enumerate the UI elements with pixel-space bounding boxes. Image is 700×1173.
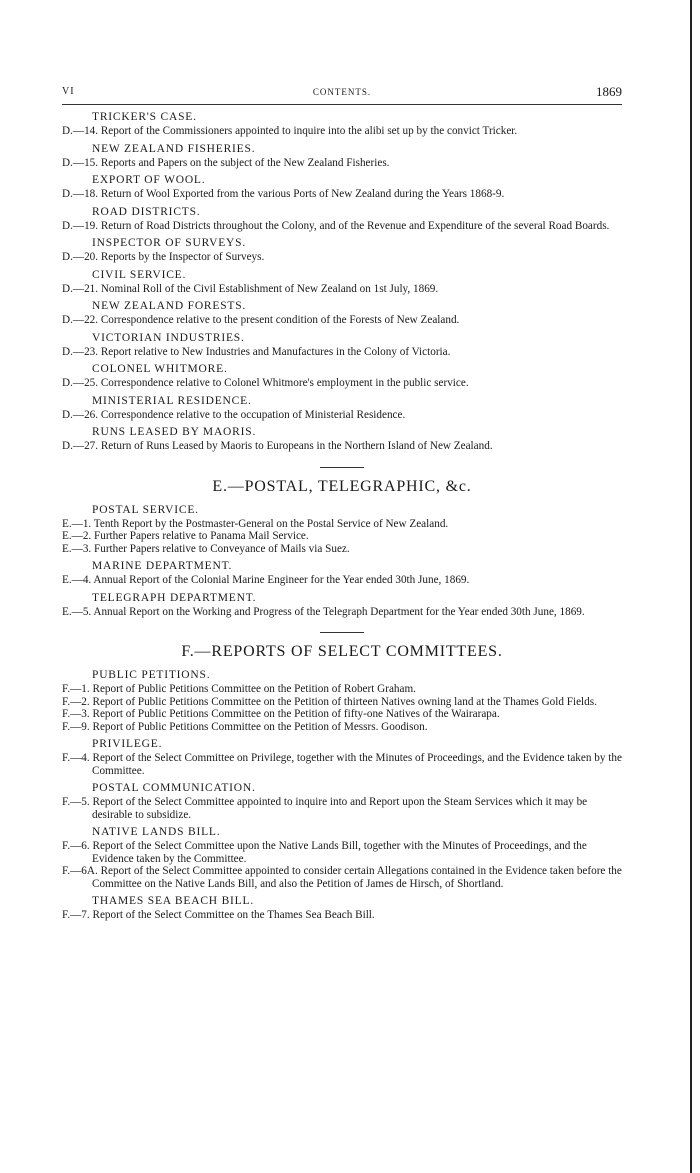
contents-section	[62, 826, 622, 890]
section-divider	[320, 467, 364, 468]
part-d-list	[62, 111, 622, 453]
page-header	[62, 82, 622, 102]
contents-section	[62, 669, 622, 733]
section-title: EXPORT OF WOOL.	[92, 174, 206, 186]
page-edge-rule	[690, 0, 692, 1173]
contents-section	[62, 738, 622, 777]
header-rule	[62, 104, 622, 105]
part-f-list	[62, 669, 622, 922]
contents-entry: E.—2. Further Papers relative to Panama Mail Service.	[62, 530, 309, 542]
contents-section	[62, 592, 622, 619]
part-f-heading: F.—REPORTS OF SELECT COMMITTEES.	[181, 643, 503, 660]
part-e-list	[62, 504, 622, 619]
section-divider	[320, 632, 364, 633]
contents-section	[62, 363, 622, 390]
contents-section	[62, 332, 622, 359]
contents-entry: F.—9. Report of Public Petitions Committee on the Petition of Messrs. Goodison.	[62, 720, 428, 733]
contents-entry: F.—6A. Report of the Select Committee appointed to consider certain Allegations contained in the Evidence taken before the Committee on the Native Lands Bill, and also the Petition of James de Hirsch, of Shortland.	[62, 865, 622, 890]
section-title: PUBLIC PETITIONS.	[92, 669, 211, 681]
year: 1869	[596, 84, 622, 99]
contents-entry: E.—5. Annual Report on the Working and Progress of the Telegraph Department for the Year ended 30th June, 1869.	[62, 605, 585, 618]
contents-entry: D.—14. Report of the Commissioners appointed to inquire into the alibi set up by the convict Tricker.	[62, 125, 518, 137]
contents-section	[62, 174, 622, 201]
contents-entry: D.—22. Correspondence relative to the present condition of the Forests of New Zealand.	[62, 314, 460, 326]
contents-section	[62, 895, 622, 922]
contents-entry: F.—7. Report of the Select Committee on the Thames Sea Beach Bill.	[62, 909, 375, 921]
contents-section	[62, 111, 622, 138]
contents-section	[62, 206, 622, 233]
section-title: MINISTERIAL RESIDENCE.	[92, 394, 252, 407]
contents-page	[62, 0, 622, 927]
contents-section	[62, 782, 622, 821]
contents-entry: F.—1. Report of Public Petitions Committee on the Petition of Robert Graham.	[62, 683, 416, 695]
section-title: MARINE DEPARTMENT.	[92, 560, 233, 572]
contents-entry: F.—5. Report of the Select Committee appointed to inquire into and Report upon the Steam Services which it may be desirable to subsidize.	[62, 796, 588, 821]
contents-entry: D.—27. Return of Runs Leased by Maoris to Europeans in the Northern Island of New Zealand.	[62, 440, 493, 452]
section-title: NEW ZEALAND FORESTS.	[92, 300, 247, 312]
contents-entry: D.—23. Report relative to New Industries and Manufactures in the Colony of Victoria.	[62, 345, 451, 358]
contents-entry: D.—25. Correspondence relative to Colonel Whitmore's employment in the public service.	[62, 377, 469, 389]
section-title: POSTAL COMMUNICATION.	[92, 782, 256, 794]
contents-section	[62, 560, 622, 587]
section-title: COLONEL WHITMORE.	[92, 363, 228, 375]
section-title: ROAD DISTRICTS.	[92, 205, 201, 218]
contents-section	[62, 395, 622, 422]
page-number-roman: VI	[62, 86, 75, 97]
section-title: INSPECTOR OF SURVEYS.	[92, 237, 247, 249]
section-title: PRIVILEGE.	[92, 738, 163, 750]
contents-section	[62, 426, 622, 453]
contents-entry: D.—26. Correspondence relative to the occupation of Ministerial Residence.	[62, 408, 406, 421]
section-title: NEW ZEALAND FISHERIES.	[92, 142, 256, 155]
section-title: POSTAL SERVICE.	[92, 503, 199, 516]
contents-entry: F.—3. Report of Public Petitions Committee on the Petition of fifty-one Natives of the Wairarapa.	[62, 708, 500, 720]
contents-entry: D.—19. Return of Road Districts throughout the Colony, and of the Revenue and Expenditure of the several Road Boards.	[62, 219, 610, 232]
contents-entry: F.—4. Report of the Select Committee on Privilege, together with the Minutes of Proceedings, and the Evidence taken by the Committee.	[62, 752, 622, 777]
contents-entry: D.—20. Reports by the Inspector of Surveys.	[62, 251, 265, 263]
contents-entry: E.—1. Tenth Report by the Postmaster-General on the Postal Service of New Zealand.	[62, 517, 449, 530]
part-e-heading: E.—POSTAL, TELEGRAPHIC, &c.	[212, 477, 472, 495]
running-title: CONTENTS.	[312, 87, 372, 97]
contents-entry: F.—6. Report of the Select Committee upon the Native Lands Bill, together with the Minutes of Proceedings, and the Evidence taken by the Committee.	[62, 840, 587, 865]
contents-entry: E.—4. Annual Report of the Colonial Marine Engineer for the Year ended 30th June, 1869.	[62, 574, 470, 586]
contents-section	[62, 269, 622, 296]
section-title: NATIVE LANDS BILL.	[92, 826, 221, 838]
contents-entry: D.—18. Return of Wool Exported from the various Ports of New Zealand during the Years 1868-9.	[62, 188, 505, 200]
contents-section	[62, 300, 622, 327]
contents-entry: D.—21. Nominal Roll of the Civil Establishment of New Zealand on 1st July, 1869.	[62, 282, 439, 295]
section-title: VICTORIAN INDUSTRIES.	[92, 331, 245, 344]
contents-section	[62, 143, 622, 170]
contents-entry: E.—3. Further Papers relative to Conveyance of Mails via Suez.	[62, 542, 350, 555]
section-title: RUNS LEASED BY MAORIS.	[92, 426, 257, 438]
contents-section	[62, 237, 622, 264]
section-title: TRICKER'S CASE.	[92, 111, 197, 123]
section-title: TELEGRAPH DEPARTMENT.	[92, 591, 257, 604]
contents-entry: D.—15. Reports and Papers on the subject of the New Zealand Fisheries.	[62, 156, 390, 169]
section-title: THAMES SEA BEACH BILL.	[92, 895, 254, 907]
contents-section	[62, 504, 622, 556]
section-title: CIVIL SERVICE.	[92, 268, 187, 281]
contents-entry: F.—2. Report of Public Petitions Committee on the Petition of thirteen Natives owning land at the Thames Gold Fields.	[62, 695, 597, 708]
